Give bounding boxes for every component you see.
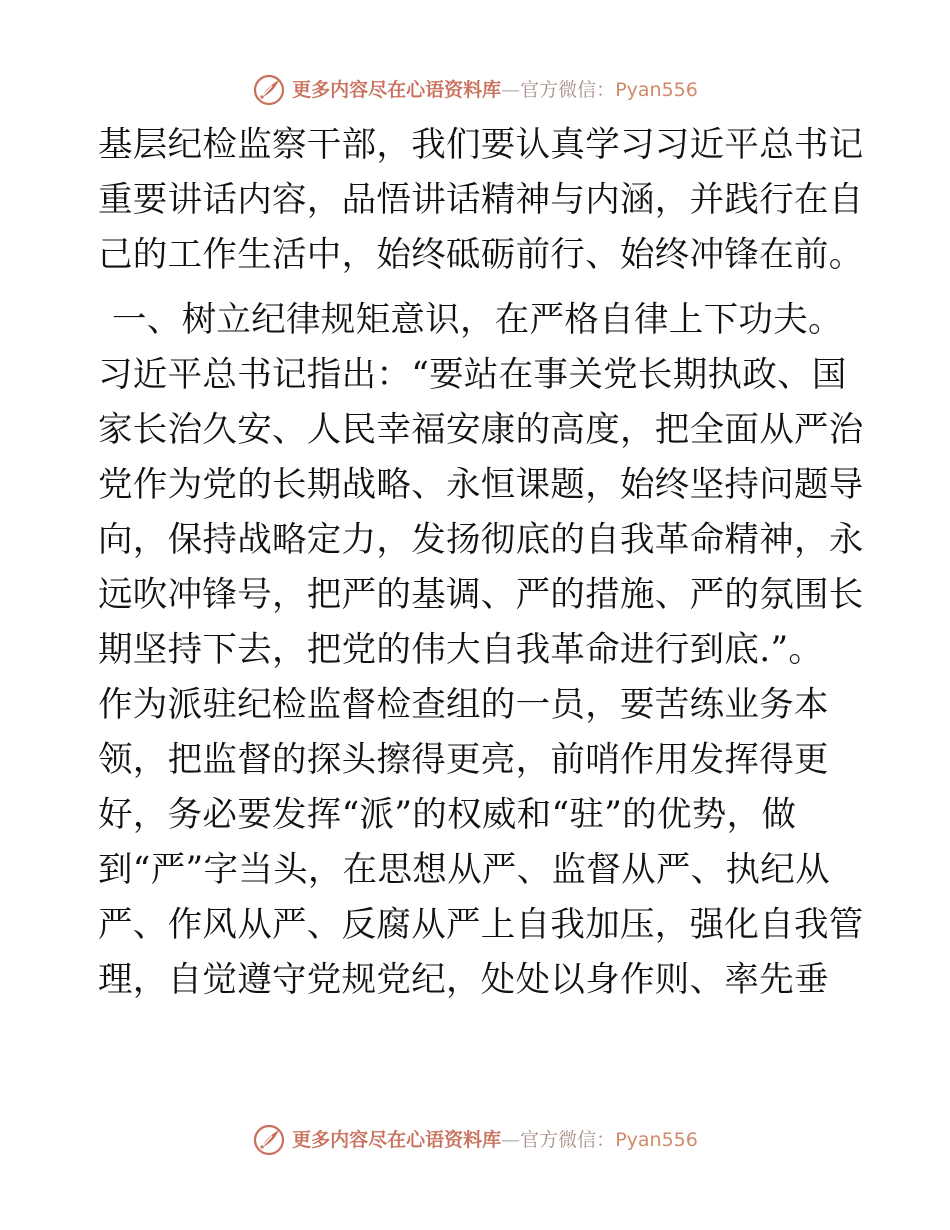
banner-dash: —: [501, 79, 521, 101]
body-line: 到“严”字当头，在思想从严、监督从严、执纪从: [98, 850, 830, 890]
body-line: 向，保持战略定力，发扬彻底的自我革命精神，永: [98, 520, 864, 560]
body-line: 习近平总书记指出：“要站在事关党长期执政、国: [98, 355, 847, 395]
banner-dash: —: [501, 1129, 521, 1151]
banner-text: [292, 72, 698, 108]
body-line: 好，务必要发挥“派”的权威和“驻”的优势，做: [98, 795, 797, 835]
body-line: 期坚持下去，把党的伟大自我革命进行到底.”。: [98, 630, 824, 670]
body-line: 家长治久安、人民幸福安康的高度，把全面从严治: [98, 410, 864, 450]
document-body: [98, 118, 864, 1008]
banner-main-text: 更多内容尽在心语资料库: [292, 79, 502, 101]
body-line: 党作为党的长期战略、永恒课题，始终坚持问题导: [98, 465, 864, 505]
banner-main-text: 更多内容尽在心语资料库: [292, 1129, 502, 1151]
body-line: 严、作风从严、反腐从严上自我加压，强化自我管: [98, 905, 864, 945]
quill-logo-icon: [252, 1123, 286, 1157]
banner-wechat-id: Pyan556: [615, 1129, 698, 1151]
footer-banner: [0, 1122, 950, 1158]
body-line: 重要讲话内容，品悟讲话精神与内涵，并践行在自: [98, 180, 864, 220]
header-banner: [0, 72, 950, 108]
body-line: 远吹冲锋号，把严的基调、严的措施、严的氛围长: [98, 575, 864, 615]
banner-wechat-label: 官方微信：: [520, 1129, 616, 1151]
body-line: 理，自觉遵守党规党纪，处处以身作则、率先垂: [98, 960, 829, 1000]
body-line: 己的工作生活中，始终砥砺前行、始终冲锋在前。: [98, 235, 864, 275]
body-line: 基层纪检监察干部，我们要认真学习习近平总书记: [98, 125, 864, 165]
banner-text: [292, 1122, 698, 1158]
body-line: 作为派驻纪检监督检查组的一员，要苦练业务本: [98, 685, 829, 725]
body-line: 领，把监督的探头擦得更亮，前哨作用发挥得更: [98, 740, 829, 780]
section-heading: 一、树立纪律规矩意识，在严格自律上下功夫。: [112, 300, 843, 340]
paragraph-gap: [98, 283, 850, 293]
quill-logo-icon: [252, 73, 286, 107]
banner-wechat-id: Pyan556: [615, 79, 698, 101]
banner-wechat-label: 官方微信：: [520, 79, 616, 101]
